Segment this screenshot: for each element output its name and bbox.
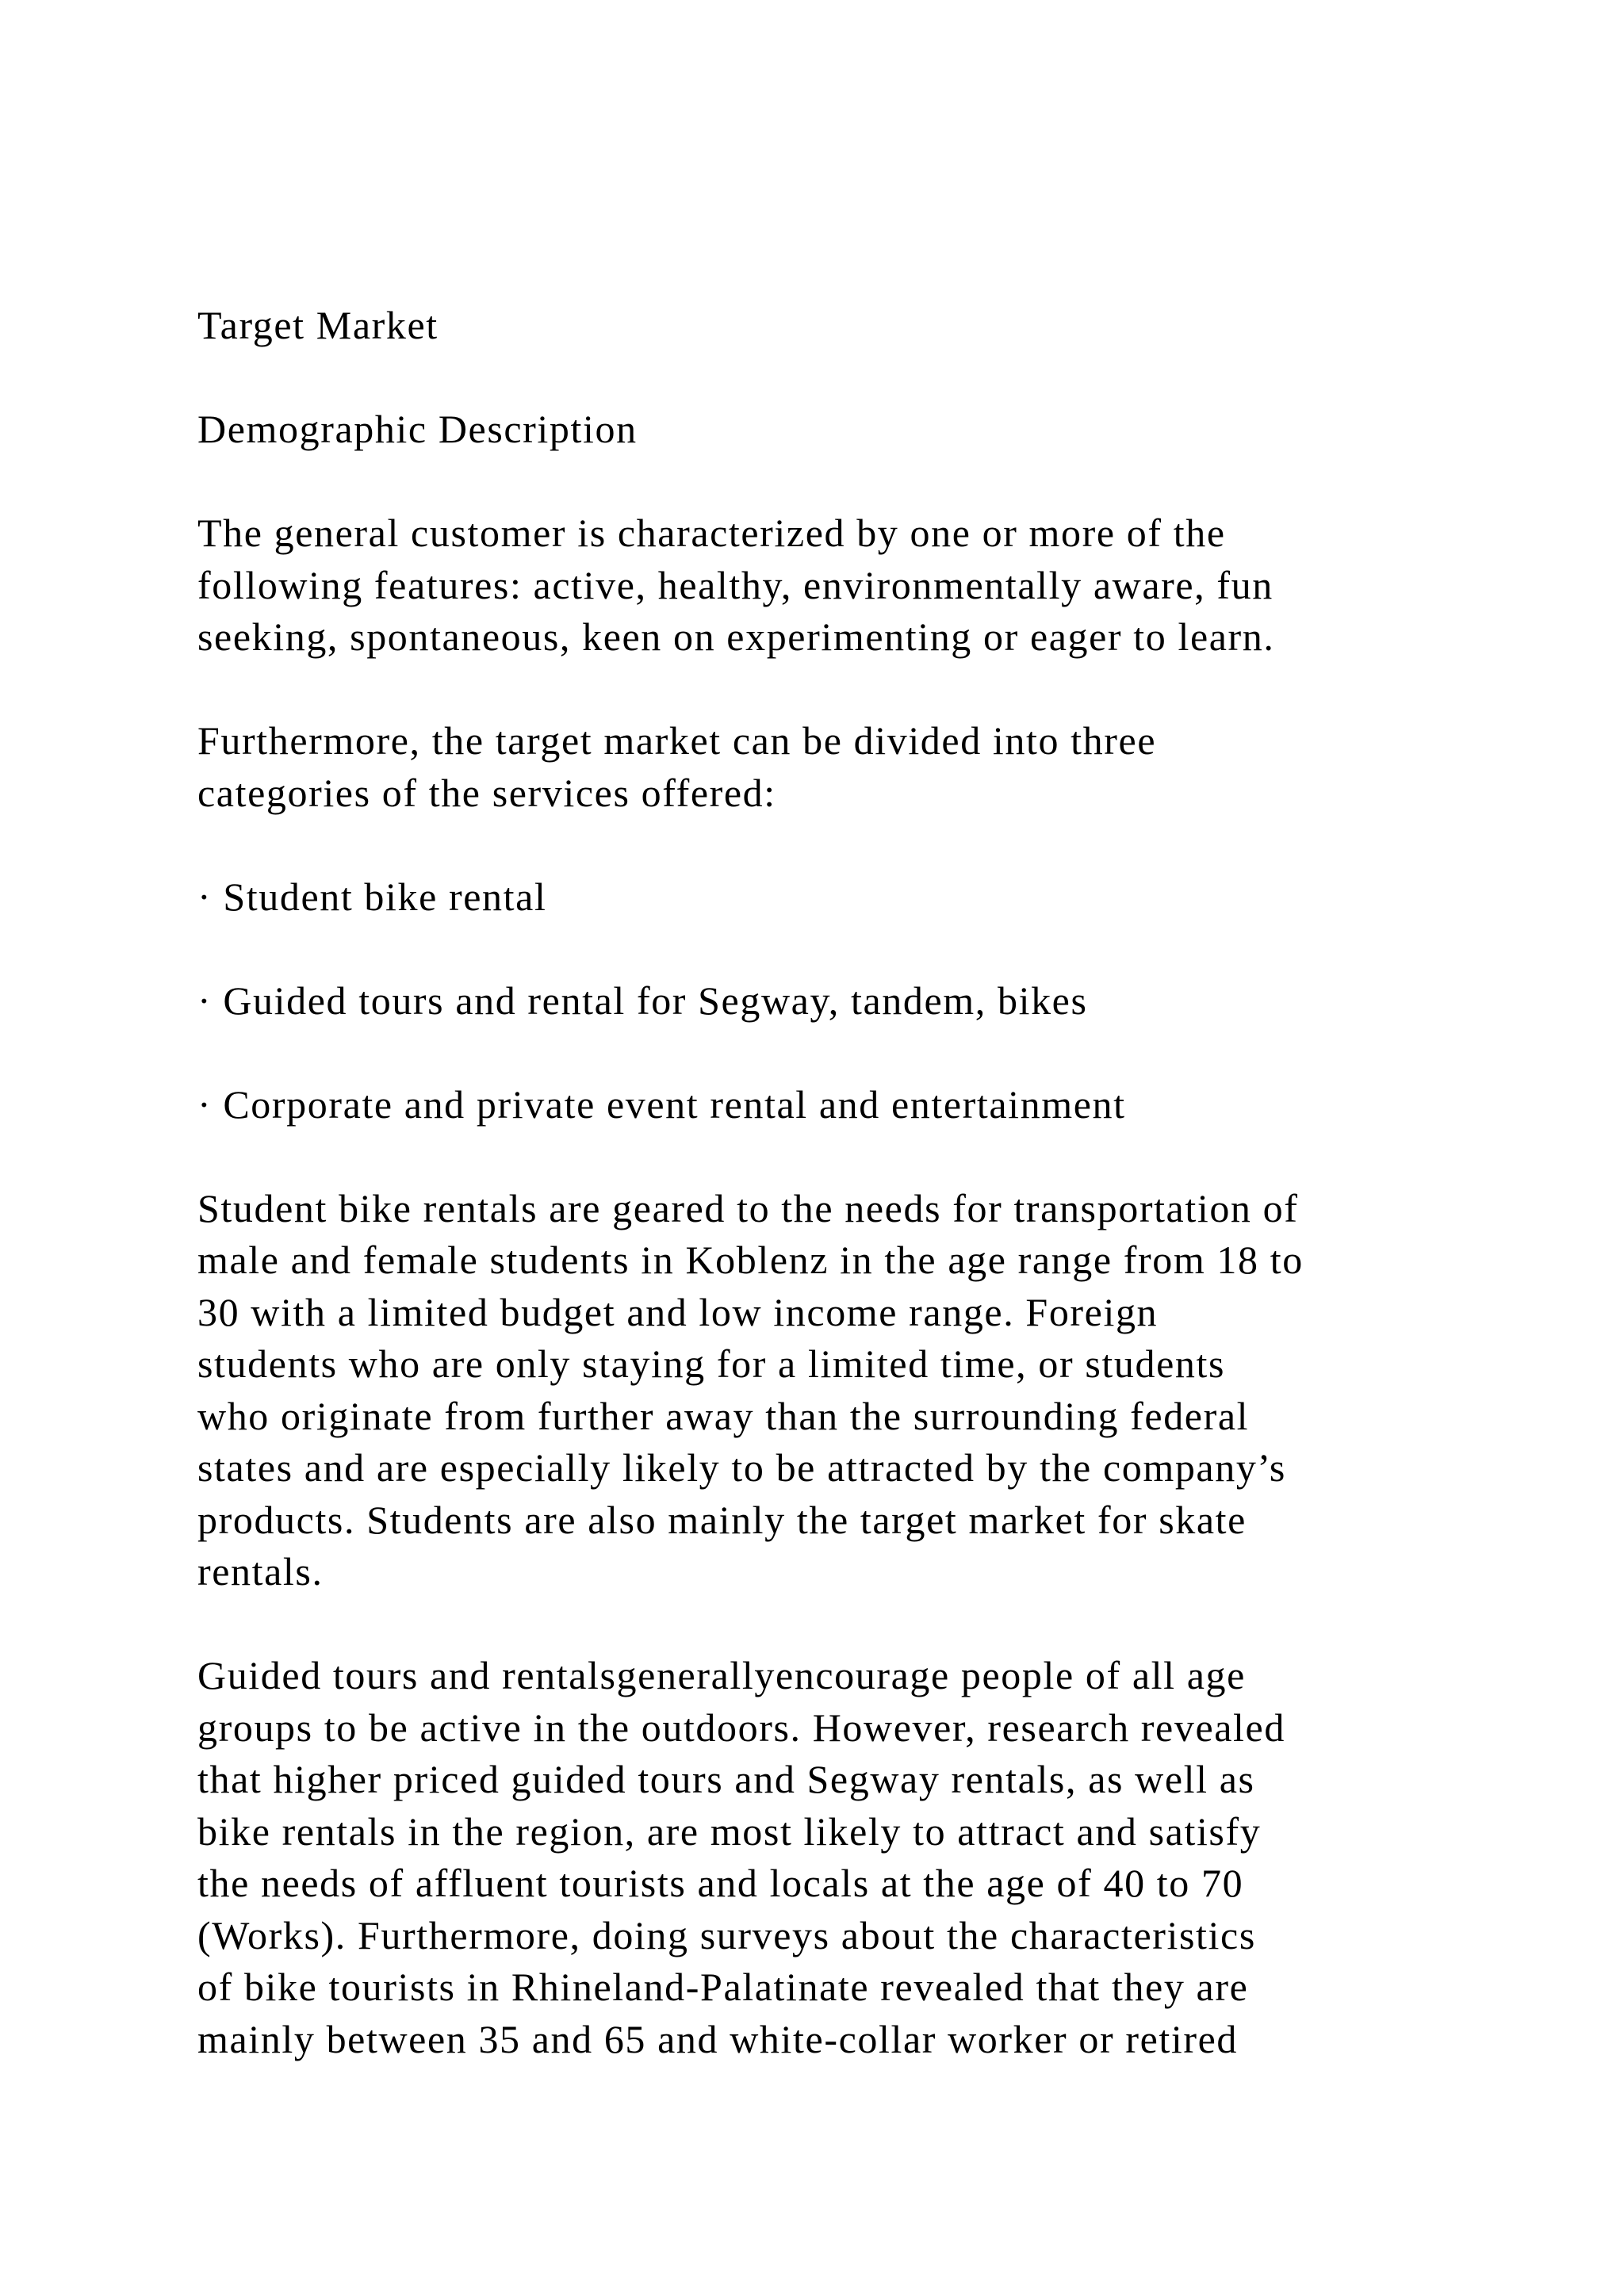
paragraph-line: that higher priced guided tours and Segway rentals, as well as	[197, 1757, 1255, 1801]
paragraph-line: 30 with a limited budget and low income range. Foreign	[197, 1289, 1159, 1334]
guided-tours-paragraph	[197, 1650, 1466, 2065]
paragraph-line: male and female students in Koblenz in the age range from 18 to	[197, 1238, 1304, 1282]
bullet-item-guided-tours	[197, 975, 1466, 1027]
paragraph-line: groups to be active in the outdoors. However, research revealed	[197, 1705, 1285, 1750]
paragraph-line: (Works). Furthermore, doing surveys about the characteristics	[197, 1912, 1256, 1957]
section-heading-text: Demographic Description	[197, 407, 638, 451]
paragraph-line: states and are especially likely to be attracted by the company’s	[197, 1445, 1286, 1490]
paragraph-line: mainly between 35 and 65 and white-collar worker or retired	[197, 2016, 1239, 2061]
paragraph-line: who originate from further away than the surrounding federal	[197, 1393, 1250, 1438]
paragraph-line: bike rentals in the region, are most likely to attract and satisfy	[197, 1808, 1262, 1854]
bullet-text: · Corporate and private event rental and entertainment	[197, 1081, 1126, 1127]
document-title-text: Target Market	[197, 303, 439, 347]
paragraph-line: categories of the services offered:	[197, 770, 776, 815]
paragraph-line: seeking, spontaneous, keen on experimenting or eager to learn.	[197, 614, 1275, 659]
paragraph-line: of bike tourists in Rhineland-Palatinate revealed that they are	[197, 1965, 1249, 2009]
intro-paragraph	[197, 507, 1466, 664]
document-body	[197, 300, 1466, 2118]
paragraph-line: The general customer is characterized by one or more of the	[197, 511, 1226, 555]
bullet-item-student-bike-rental	[197, 871, 1466, 924]
categories-paragraph	[197, 715, 1466, 819]
paragraph-line: the needs of affluent tourists and locals at the age of 40 to 70	[197, 1861, 1244, 1905]
bullet-text: · Student bike rental	[197, 874, 547, 919]
paragraph-line: following features: active, healthy, environmentally aware, fun	[197, 562, 1274, 607]
section-heading	[197, 404, 1466, 456]
paragraph-line: Furthermore, the target market can be divided into three	[197, 718, 1157, 763]
paragraph-line: rentals.	[197, 1549, 324, 1594]
student-rentals-paragraph	[197, 1183, 1466, 1598]
document-title	[197, 300, 1466, 352]
paragraph-line: products. Students are also mainly the target market for skate	[197, 1497, 1247, 1542]
paragraph-line: Guided tours and rentalsgenerallyencourage people of all age	[197, 1653, 1246, 1697]
bullet-text: · Guided tours and rental for Segway, tandem, bikes	[197, 978, 1088, 1023]
paragraph-line: Student bike rentals are geared to the needs for transportation of	[197, 1185, 1299, 1230]
bullet-item-corporate-events	[197, 1079, 1466, 1131]
paragraph-line: students who are only staying for a limited time, or students	[197, 1341, 1226, 1386]
